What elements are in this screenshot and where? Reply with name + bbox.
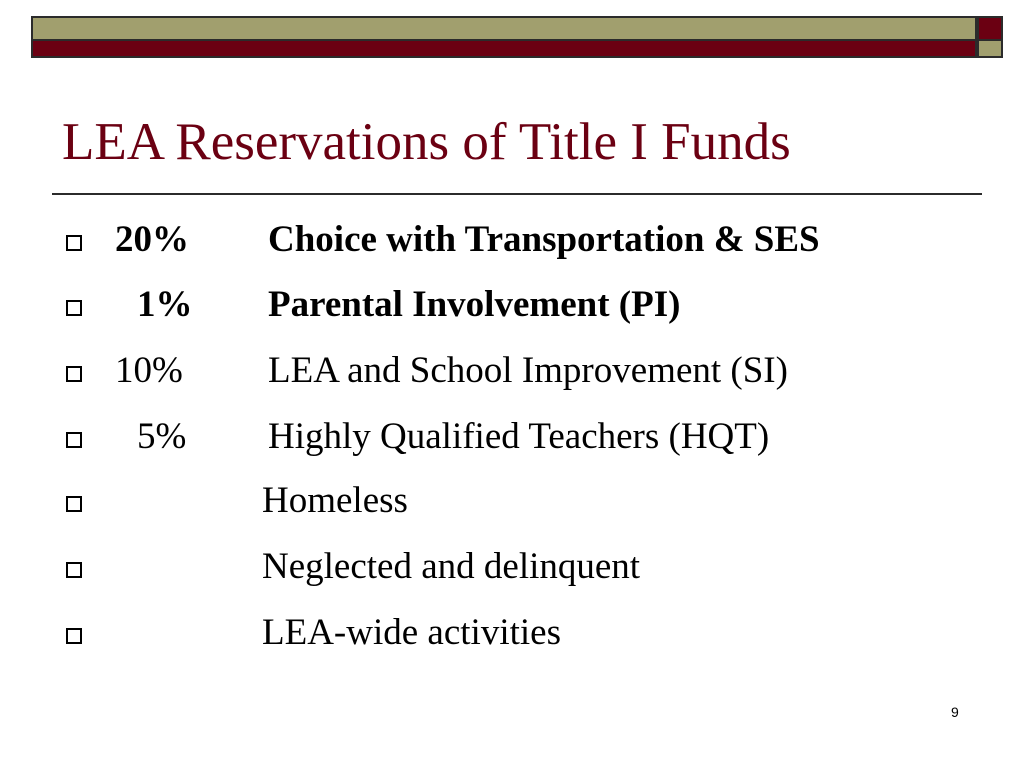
bullet-percent: 5% [137,416,187,457]
corner-olive-square [977,41,1003,58]
bullet-text: LEA-wide activities [262,612,561,653]
header-maroon-bar [31,41,977,58]
bullet-item-homeless [0,479,1000,529]
bullet-item-school-improvement [0,349,1000,399]
bullet-text: Choice with Transportation & SES [268,219,820,260]
bullet-item-hqt [0,415,1000,465]
bullet-text: Homeless [262,480,408,521]
square-bullet-icon [66,432,82,448]
bullet-text: Neglected and delinquent [262,546,641,587]
header-decoration-band [31,16,977,58]
bullet-text: Highly Qualified Teachers (HQT) [268,416,770,457]
square-bullet-icon [66,496,82,512]
square-bullet-icon [66,366,82,382]
bullet-percent: 20% [115,219,189,260]
bullet-item-choice [0,218,1000,268]
bullet-percent: 1% [137,284,193,325]
slide-title: LEA Reservations of Title I Funds [62,113,791,171]
square-bullet-icon [66,628,82,644]
bullet-text: LEA and School Improvement (SI) [268,350,788,391]
corner-maroon-square [977,16,1003,41]
bullet-text: Parental Involvement (PI) [268,284,681,325]
bullet-item-parental-involvement [0,283,1000,333]
bullet-percent: 10% [115,350,183,391]
square-bullet-icon [66,235,82,251]
square-bullet-icon [66,562,82,578]
header-olive-bar [31,16,977,41]
bullet-item-neglected [0,545,1000,595]
title-divider [52,193,982,195]
bullet-item-lea-wide [0,611,1000,661]
slide-number: 9 [951,704,959,720]
square-bullet-icon [66,300,82,316]
